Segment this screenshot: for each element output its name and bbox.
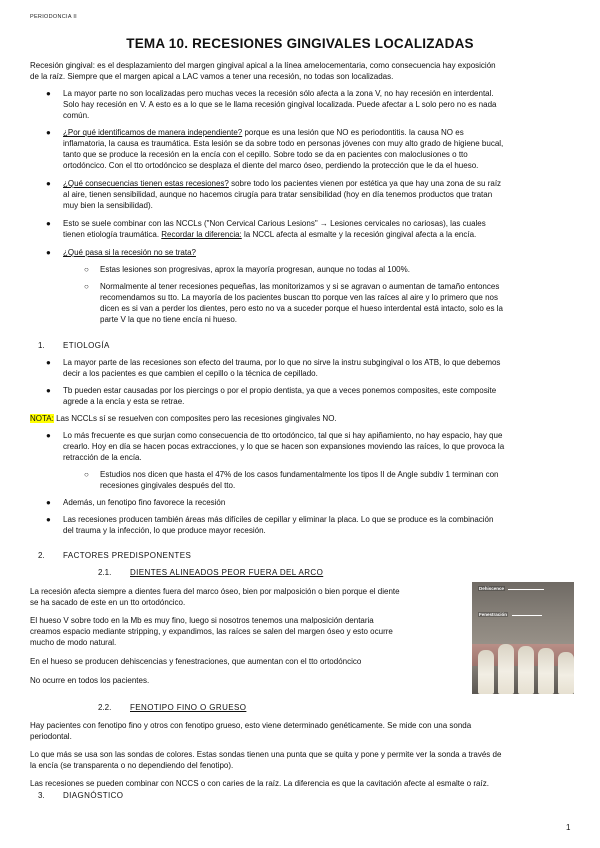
section-2-1-number: 2.1. [98, 568, 112, 577]
dehiscence-fenestration-photo [472, 582, 574, 694]
sub-2-line-1: Normalmente al tener recesiones pequeñas, las monitorizamos y si se agravan o aumentan de tamaño entonces [100, 282, 500, 291]
section-2-1-title: DIENTES ALINEADOS PEOR FUERA DEL ARCO [130, 568, 324, 577]
bullet-2-line-3: tanto que se produce la recesión en la encía con el cepillo. Sobre todo se da en pacientes con maloclusiones o tto [63, 150, 468, 159]
bullet-2-line-4: ortodóncico. Con el tto ortodóncico se desplaza el diente del marco óseo, perdiendo la protección que le da el hueso. [63, 161, 479, 170]
etiology-b4-line-1: Además, un fenotipo fino favorece la recesión [63, 498, 226, 507]
etiology-b2-line-1: Tb pueden estar causadas por los piercings o por el propio dentista, ya que a veces ponemos composites, este composite [63, 386, 497, 395]
section-3-number: 3. [38, 791, 45, 800]
sub-2-line-2: recomendamos su tto. La mayoría de los pacientes buscan tto porque ven las raíces al aire y lo primero que nos [100, 293, 498, 302]
section-1-number: 1. [38, 341, 45, 350]
circle-marker: ○ [84, 265, 89, 274]
misaligned-p3: En el hueso se producen dehiscencias y fenestraciones, que aumentan con el tto ortodóncico [30, 657, 362, 666]
bullet-2-line-2: inflamatoria, la causa es traumática. Esta lesión se da sobre todo en personas jóvenes con muy alto grado de higiene bucal, [63, 139, 504, 148]
bullet-3-line-2: al aire, tienen sensibilidad, aunque no hacemos cirugía para tratar sensibilidad (hoy en día tenemos productos que tratan [63, 190, 493, 199]
bullet-marker: ● [46, 431, 51, 440]
tooth-shape [518, 646, 534, 694]
etiology-sub-line-2: recesiones gingivales después del tto. [100, 481, 236, 490]
bullet-1-line-1: La mayor parte no son localizadas pero muchas veces la recesión sólo afecta a la zona V, no hay recesión en interdental. [63, 89, 494, 98]
question-consequences: ¿Qué consecuencias tienen estas recesiones? [63, 179, 229, 188]
bullet-marker: ● [46, 89, 51, 98]
phenotype-p1-line-2: periodontal. [30, 732, 72, 741]
remember-difference: Recordar la diferencia: [161, 230, 242, 239]
bullet-marker: ● [46, 358, 51, 367]
bullet-3-line-3: muy bien la sensibilidad). [63, 201, 153, 210]
running-header: PERIODONCIA II [30, 14, 77, 20]
etiology-b1-line-1: La mayor parte de las recesiones son efecto del trauma, por lo que no sirve la instru subgingival o los ATB, lo que debemos [63, 358, 501, 367]
bullet-4-line-2: tienen etiología traumática. Recordar la diferencia: la NCCL afecta al esmalte y la recesión gingival afecta a la encía. [63, 230, 477, 239]
question-untreated: ¿Qué pasa si la recesión no se trata? [63, 248, 196, 257]
etiology-b3-line-3: retracción de la encía. [63, 453, 142, 462]
bullet-4-line-1: Esto se suele combinar con las NCCLs ("Non Cervical Carious Lesions" → Lesiones cervicales no cariosas), las cuales [63, 219, 486, 228]
tooth-shape [498, 644, 514, 694]
nota-line: NOTA: Las NCCLs sí se resuelven con composites pero las recesiones gingivales NO. [30, 414, 337, 423]
misaligned-p2-line-2: creamos espacio mediante stripping, y expandimos, las raíces se salen del margen óseo y esto ocurre [30, 627, 393, 636]
section-2-title: FACTORES PREDISPONENTES [63, 551, 192, 560]
etiology-b3-line-1: Lo más frecuente es que surjan como consecuencia de tto ortodóncico, tal que si hay apiñamiento, no hay espacio, hay que [63, 431, 503, 440]
label-fenestration: Fenestración [479, 612, 508, 617]
misaligned-p2-line-3: mucho de modo natural. [30, 638, 117, 647]
tooth-shape [558, 652, 574, 694]
phenotype-p3: Las recesiones se pueden combinar con NCCS o con caries de la raíz. La diferencia es que la cavitación afecte al esmalte o raíz. [30, 779, 489, 788]
tooth-shape [538, 648, 554, 694]
bullet-marker: ● [46, 248, 51, 257]
page-number: 1 [566, 823, 571, 832]
circle-marker: ○ [84, 282, 89, 291]
pointer-line [508, 589, 544, 590]
bullet-5-line-1 [63, 247, 574, 258]
etiology-b1-line-2: decir a los pacientes es que cambien el cepillo o la técnica de cepillado. [63, 369, 318, 378]
bullet-1-line-3: común. [63, 111, 90, 120]
pointer-line [512, 615, 542, 616]
misaligned-p1-line-2: se ha sacado de este en un tto ortodóncico. [30, 598, 186, 607]
tooth-shape [478, 650, 494, 694]
sub-1-line-1: Estas lesiones son progresivas, aprox la mayoría progresan, aunque no todas al 100%. [100, 265, 410, 274]
section-2-2-number: 2.2. [98, 703, 112, 712]
section-2-2-title: FENOTIPO FINO O GRUESO [130, 703, 247, 712]
bullet-3-line-1: ¿Qué consecuencias tienen estas recesiones? sobre todo los pacientes vienen por estética ya que hay una zona de su raíz [63, 179, 502, 188]
etiology-b2-line-2: agrede a la encía y esta se retrae. [63, 397, 185, 406]
label-dehiscence: Dehiscence [479, 586, 505, 591]
bullet-marker: ● [46, 219, 51, 228]
page-title: TEMA 10. RECESIONES GINGIVALES LOCALIZADAS [126, 36, 474, 51]
etiology-b5-line-2: del trauma y la infección, lo que produce mayor recesión. [63, 526, 266, 535]
misaligned-p2-line-1: El hueso V sobre todo en la Mb es muy fino, luego si nosotros tenemos una malposición dentaria [30, 616, 374, 625]
misaligned-p4: No ocurre en todos los pacientes. [30, 676, 150, 685]
etiology-b5-line-1: Las recesiones producen también áreas más difíciles de cepillar y eliminar la placa. Lo que se produce es la combinación [63, 515, 494, 524]
bullet-marker: ● [46, 179, 51, 188]
phenotype-p2-line-1: Lo que más se usa son las sondas de colores. Estas sondas tienen una punta que se quita y pone y permite ver la sonda a través de [30, 750, 502, 759]
bullet-marker: ● [46, 515, 51, 524]
sub-2-line-4: parte V la que no tiene encía ni hueso. [100, 315, 237, 324]
section-3-title: DIAGNÓSTICO [63, 791, 124, 800]
nota-label: NOTA: [30, 414, 54, 423]
circle-marker: ○ [84, 470, 89, 479]
question-why-independent: ¿Por qué identificamos de manera independiente? [63, 128, 243, 137]
bullet-1-line-2: Solo hay recesión en V. A esto es a lo que se le llama recesión gingival localizada. Puede afectar a L solo pero no es nada [63, 100, 497, 109]
section-1-title: ETIOLOGÍA [63, 341, 110, 350]
intro-line-2: de la raíz. Siempre que el margen apical a LAC vamos a tener una recesión, no todas son localizadas. [30, 72, 394, 81]
section-2-number: 2. [38, 551, 45, 560]
sub-2-line-3: dicen es si van a perder los dientes, pero esto no va a suceder porque el hueso interdental está intacto, solo es la [100, 304, 503, 313]
bullet-marker: ● [46, 386, 51, 395]
etiology-b3-line-2: crearlo. Hoy en día se hacen pocas extracciones, y lo que se hacen son expansiones moviendo las raíces, lo que provoca la [63, 442, 505, 451]
bullet-2-line-1: ¿Por qué identificamos de manera independiente? porque es una lesión que NO es periodontitis. la causa NO es [63, 128, 464, 137]
intro-line-1: Recesión gingival: es el desplazamiento del margen gingival apical a la línea amelocementaria, como consecuencia hay exposición [30, 61, 496, 70]
phenotype-p1-line-1: Hay pacientes con fenotipo fino y otros con fenotipo grueso, esto viene determinado genéticamente. Se mide con una sonda [30, 721, 472, 730]
etiology-sub-line-1: Estudios nos dicen que hasta el 47% de los casos fundamentalmente los tipos II de Angle subdiv 1 terminan con [100, 470, 499, 479]
misaligned-p1-line-1: La recesión afecta siempre a dientes fuera del marco óseo, bien por malposición o bien porque el diente [30, 587, 400, 596]
phenotype-p2-line-2: la encía (se transparenta o no dependiendo del fenotipo). [30, 761, 234, 770]
bullet-marker: ● [46, 498, 51, 507]
bullet-marker: ● [46, 128, 51, 137]
